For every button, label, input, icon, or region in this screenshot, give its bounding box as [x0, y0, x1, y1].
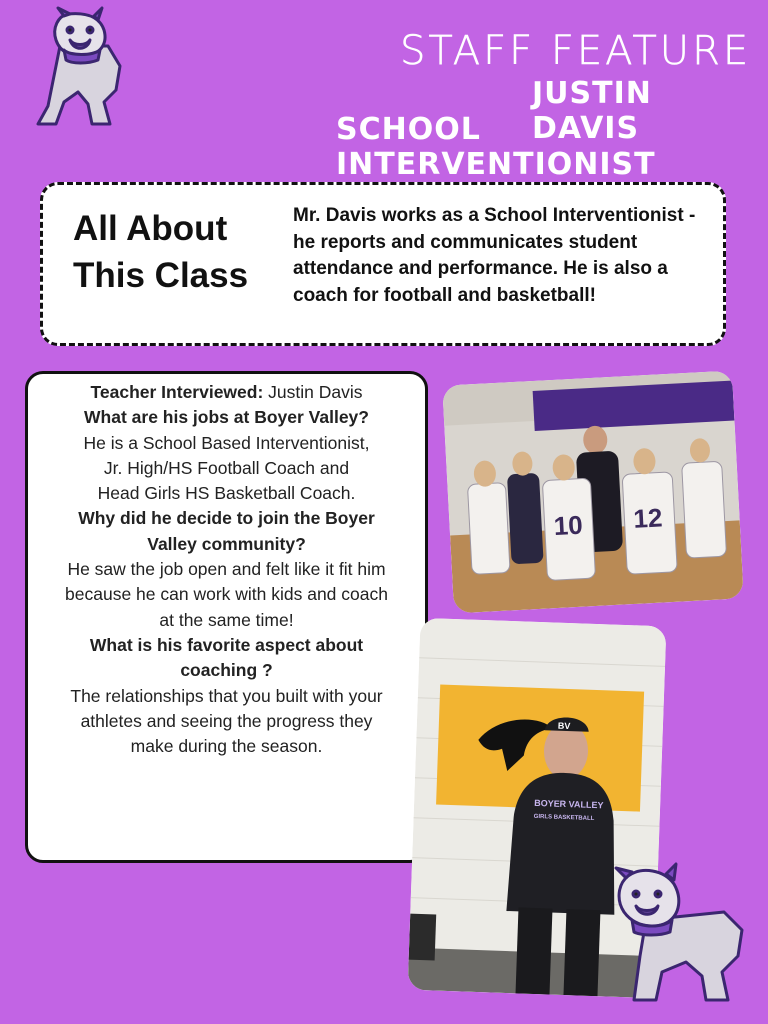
teacher-name: Justin Davis: [263, 382, 363, 402]
bulldog-mascot-icon: [606, 860, 756, 1010]
interview-box: [25, 371, 428, 863]
teacher-label: Teacher Interviewed:: [90, 382, 264, 402]
about-title-line1: All About: [73, 209, 228, 248]
jersey-number-10: 10: [552, 509, 584, 542]
interview-text: [28, 380, 425, 759]
about-title-line2: This Class: [73, 256, 249, 295]
team-huddle-photo: [442, 371, 744, 614]
answer-1-line1: He is a School Based Interventionist,: [83, 432, 370, 453]
answer-2-line1: He saw the job open and felt like it fit him: [67, 559, 386, 580]
answer-3-line2: athletes and seeing the progress they: [80, 710, 373, 731]
staff-name: JUSTIN DAVIS: [532, 76, 652, 146]
question-1: What are his jobs at Boyer Valley?: [84, 407, 369, 428]
answer-2-line2: because he can work with kids and coach: [65, 584, 388, 605]
hat-text: BV: [557, 720, 571, 732]
question-2-line2: Valley community?: [147, 533, 306, 554]
answer-3-line3: make during the season.: [130, 736, 323, 757]
jersey-number-12: 12: [632, 502, 664, 534]
staff-role: SCHOOL INTERVENTIONIST: [336, 112, 656, 182]
about-title: [73, 205, 273, 299]
answer-3-line1: The relationships that you built with your: [70, 685, 383, 706]
teacher-interviewed: [28, 380, 425, 405]
hoodie-text-line1: BOYER VALLEY: [534, 797, 604, 811]
about-box: [40, 182, 726, 346]
answer-2-line3: at the same time!: [159, 609, 294, 630]
hoodie-text-line2: GIRLS BASKETBALL: [533, 813, 595, 823]
about-description: Mr. Davis works as a School Interventionist - he reports and communicates student attendance and performance. He is also a coach for football and basketball!: [293, 205, 696, 306]
answer-1-line2: Jr. High/HS Football Coach and: [103, 457, 350, 478]
question-3-line2: coaching ?: [180, 660, 273, 681]
feature-label: STAFF FEATURE: [400, 28, 752, 74]
question-2-line1: Why did he decide to join the Boyer: [78, 508, 375, 529]
question-3-line1: What is his favorite aspect about: [89, 634, 364, 655]
answer-1-line3: Head Girls HS Basketball Coach.: [97, 483, 356, 504]
header: [0, 28, 768, 182]
